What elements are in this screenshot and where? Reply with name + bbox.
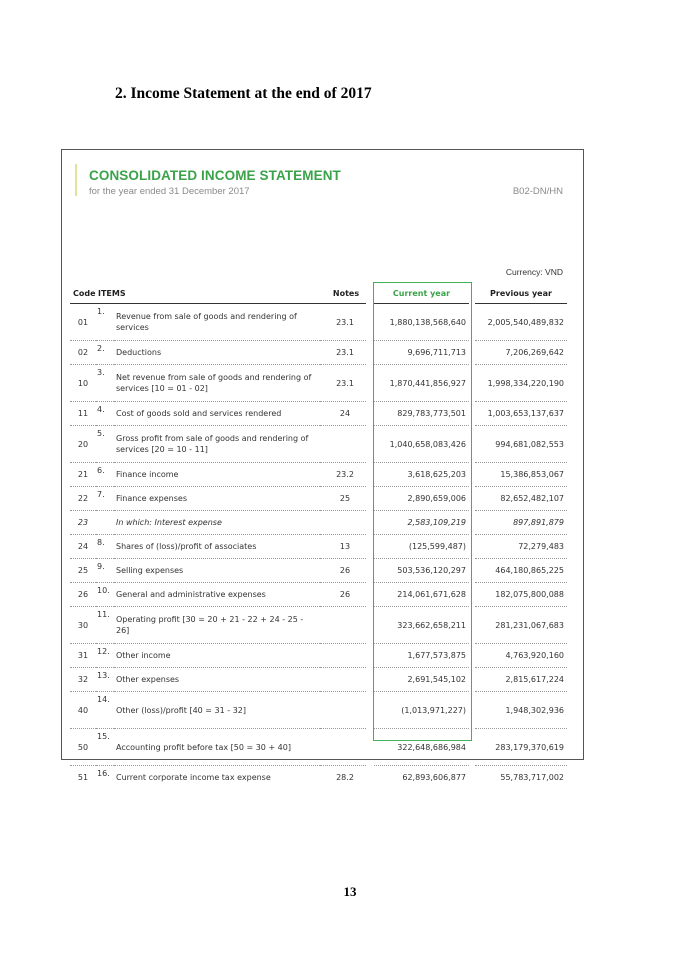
row-number: 4.	[96, 402, 114, 426]
row-code: 20	[70, 426, 96, 463]
row-current-year: 1,880,138,568,640	[374, 304, 469, 341]
row-gap	[366, 692, 374, 729]
row-previous-year: 994,681,082,553	[475, 426, 567, 463]
row-number: 14.	[96, 692, 114, 729]
row-current-year: 1,040,658,083,426	[374, 426, 469, 463]
row-number: 7.	[96, 487, 114, 511]
row-current-year: (1,013,971,227)	[374, 692, 469, 729]
row-number: 10.	[96, 583, 114, 607]
row-notes: 23.2	[320, 463, 366, 487]
row-notes: 23.1	[320, 304, 366, 341]
table-row	[70, 365, 567, 402]
row-gap	[366, 766, 374, 790]
row-previous-year: 2,005,540,489,832	[475, 304, 567, 341]
row-gap	[366, 463, 374, 487]
row-gap	[366, 304, 374, 341]
table-row	[70, 766, 567, 790]
row-previous-year: 897,891,879	[475, 511, 567, 535]
row-notes	[320, 692, 366, 729]
row-current-year: 62,893,606,877	[402, 773, 466, 782]
row-number: 11.	[96, 607, 114, 644]
row-notes	[320, 607, 366, 644]
row-code: 51	[77, 773, 89, 782]
row-code: 22	[70, 487, 96, 511]
header-gap	[366, 283, 374, 304]
row-notes	[320, 511, 366, 535]
row-item: Cost of goods sold and services rendered	[114, 402, 320, 426]
row-notes: 26	[320, 559, 366, 583]
row-code: 01	[70, 304, 96, 341]
header-current-year: Current year	[374, 283, 469, 304]
row-current-year: 323,662,658,211	[374, 607, 469, 644]
row-number: 2.	[96, 341, 114, 365]
row-notes	[320, 729, 366, 766]
row-gap	[366, 535, 374, 559]
row-notes: 23.1	[320, 341, 366, 365]
row-previous-year: 283,179,370,619	[475, 729, 567, 766]
row-previous-year: 82,652,482,107	[475, 487, 567, 511]
table-row	[70, 341, 567, 365]
row-number: 5.	[96, 426, 114, 463]
row-current-year: 322,648,686,984	[374, 729, 469, 766]
row-gap	[366, 365, 374, 402]
row-previous-year: 2,815,617,224	[475, 668, 567, 692]
form-code: B02-DN/HN	[512, 186, 563, 197]
table-row	[70, 559, 567, 583]
row-number	[96, 511, 114, 535]
table-row	[70, 304, 567, 341]
row-current-year: 829,783,773,501	[374, 402, 469, 426]
row-previous-year: 55,783,717,002	[500, 773, 564, 782]
table-row	[70, 692, 567, 729]
row-notes	[320, 426, 366, 463]
row-notes: 24	[320, 402, 366, 426]
row-notes: 26	[320, 583, 366, 607]
row-code: 50	[70, 729, 96, 766]
header-notes: Notes	[320, 283, 366, 304]
row-gap	[366, 668, 374, 692]
row-gap	[366, 583, 374, 607]
row-current-year: (125,599,487)	[374, 535, 469, 559]
row-previous-year: 182,075,800,088	[475, 583, 567, 607]
row-item: Other expenses	[114, 668, 320, 692]
row-gap	[366, 644, 374, 668]
row-previous-year: 7,206,269,642	[475, 341, 567, 365]
row-gap	[366, 402, 374, 426]
row-code: 26	[70, 583, 96, 607]
row-notes: 23.1	[320, 365, 366, 402]
row-number: 6.	[96, 463, 114, 487]
row-current-year: 2,890,659,006	[374, 487, 469, 511]
row-previous-year: 4,763,920,160	[475, 644, 567, 668]
row-code: 21	[70, 463, 96, 487]
row-code: 40	[70, 692, 96, 729]
row-code: 31	[70, 644, 96, 668]
table-row	[70, 487, 567, 511]
row-current-year: 503,536,120,297	[374, 559, 469, 583]
row-notes: 13	[320, 535, 366, 559]
row-number: 16.	[97, 769, 110, 778]
table-row	[70, 607, 567, 644]
row-code: 23	[70, 511, 96, 535]
page-number: 13	[343, 884, 357, 899]
row-number: 8.	[96, 535, 114, 559]
table-body	[70, 304, 567, 790]
table-row	[70, 729, 567, 766]
row-gap	[366, 426, 374, 463]
row-number: 15.	[96, 729, 114, 766]
row-item: Current corporate income tax expense	[116, 773, 271, 782]
row-code: 25	[70, 559, 96, 583]
row-item: Deductions	[114, 341, 320, 365]
row-notes	[320, 668, 366, 692]
row-item: Finance expenses	[114, 487, 320, 511]
row-item: Accounting profit before tax [50 = 30 + 40]	[114, 729, 320, 766]
row-item: Finance income	[114, 463, 320, 487]
row-current-year: 3,618,625,203	[374, 463, 469, 487]
row-current-year: 1,870,441,856,927	[374, 365, 469, 402]
table-row	[70, 644, 567, 668]
row-previous-year: 464,180,865,225	[475, 559, 567, 583]
row-gap	[366, 607, 374, 644]
row-item: Gross profit from sale of goods and rendering of services [20 = 10 - 11]	[114, 426, 320, 463]
row-previous-year: 1,948,302,936	[475, 692, 567, 729]
row-previous-year: 15,386,853,067	[475, 463, 567, 487]
table-row	[70, 668, 567, 692]
row-current-year: 2,691,545,102	[374, 668, 469, 692]
row-gap	[366, 511, 374, 535]
row-code: 24	[70, 535, 96, 559]
row-code: 32	[70, 668, 96, 692]
row-gap	[366, 559, 374, 583]
row-previous-year: 281,231,067,683	[475, 607, 567, 644]
row-gap	[366, 341, 374, 365]
row-item: Revenue from sale of goods and rendering of services	[114, 304, 320, 341]
row-current-year: 1,677,573,875	[374, 644, 469, 668]
row-item: Net revenue from sale of goods and rendering of services [10 = 01 - 02]	[114, 365, 320, 402]
row-number: 3.	[96, 365, 114, 402]
report-subtitle: for the year ended 31 December 2017	[89, 186, 250, 197]
table-row	[70, 583, 567, 607]
section-heading: 2. Income Statement at the end of 2017	[115, 85, 372, 102]
row-notes	[320, 644, 366, 668]
header-code: Code	[70, 283, 96, 304]
row-notes: 28.2	[336, 773, 354, 782]
row-item: Operating profit [30 = 20 + 21 - 22 + 24 - 25 - 26]	[114, 607, 320, 644]
row-notes: 25	[320, 487, 366, 511]
header-previous-year: Previous year	[475, 283, 567, 304]
row-gap	[366, 487, 374, 511]
row-current-year: 214,061,671,628	[374, 583, 469, 607]
row-item: In which: Interest expense	[114, 511, 320, 535]
table-row	[70, 511, 567, 535]
row-number: 1.	[96, 304, 114, 341]
row-item: General and administrative expenses	[114, 583, 320, 607]
row-number: 12.	[96, 644, 114, 668]
table-row	[70, 535, 567, 559]
title-accent-bar	[75, 164, 77, 196]
report-title: CONSOLIDATED INCOME STATEMENT	[89, 168, 341, 183]
row-item: Shares of (loss)/profit of associates	[114, 535, 320, 559]
table-row	[70, 463, 567, 487]
income-statement-table	[70, 283, 567, 789]
income-statement-image	[61, 149, 584, 782]
row-previous-year: 72,279,483	[475, 535, 567, 559]
table-header-row	[70, 283, 567, 304]
table-row	[70, 402, 567, 426]
row-code: 11	[70, 402, 96, 426]
row-number: 9.	[96, 559, 114, 583]
row-number: 13.	[96, 668, 114, 692]
row-code: 10	[70, 365, 96, 402]
row-previous-year: 1,003,653,137,637	[475, 402, 567, 426]
row-item: Other income	[114, 644, 320, 668]
header-items: ITEMS	[96, 283, 320, 304]
table-row	[70, 426, 567, 463]
row-code: 30	[70, 607, 96, 644]
row-item: Selling expenses	[114, 559, 320, 583]
row-code: 02	[70, 341, 96, 365]
row-gap	[366, 729, 374, 766]
row-current-year: 2,583,109,219	[374, 511, 469, 535]
row-current-year: 9,696,711,713	[374, 341, 469, 365]
row-previous-year: 1,998,334,220,190	[475, 365, 567, 402]
currency-label: Currency: VND	[505, 267, 563, 277]
row-item: Other (loss)/profit [40 = 31 - 32]	[114, 692, 320, 729]
